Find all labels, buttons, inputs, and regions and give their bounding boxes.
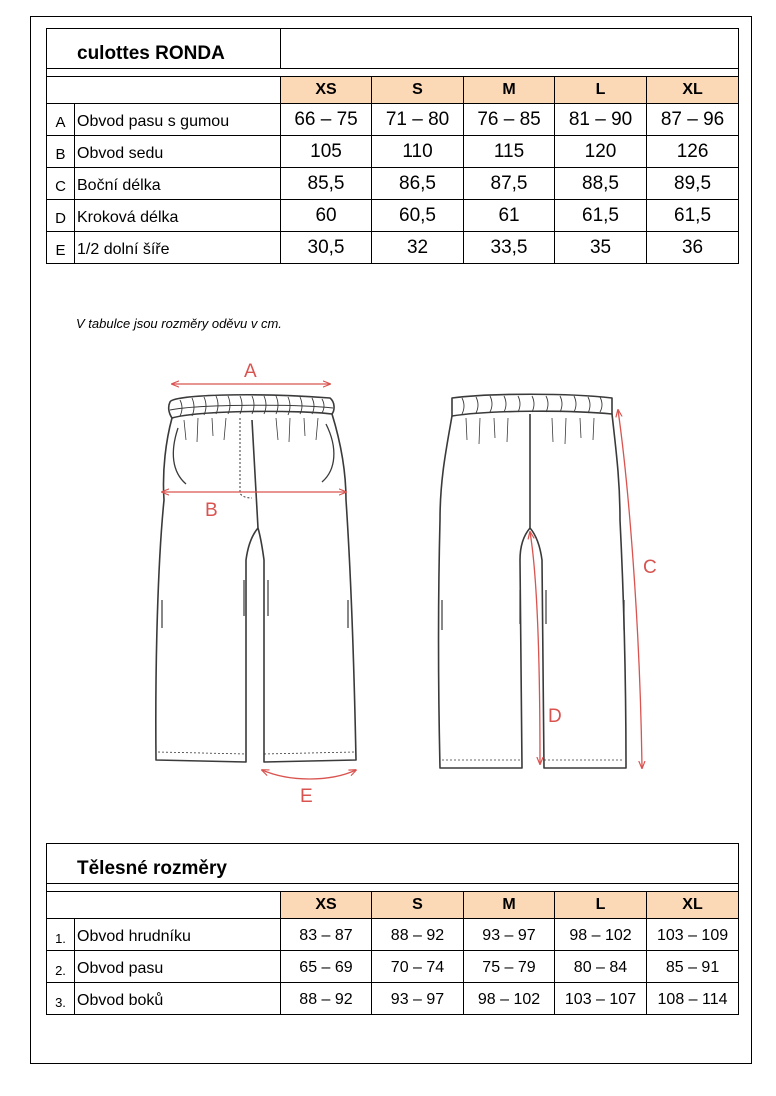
body-size-header-xl: XL (647, 892, 739, 919)
row-value: 103 – 109 (647, 919, 739, 951)
body-size-header-s: S (372, 892, 464, 919)
body-size-header-m: M (464, 892, 555, 919)
row-label: Boční délka (75, 168, 281, 200)
measurement-lines (162, 384, 642, 779)
row-value: 126 (647, 136, 739, 168)
row-value: 60 (281, 200, 372, 232)
size-header-s: S (372, 77, 464, 104)
row-value: 66 – 75 (281, 104, 372, 136)
row-value: 85 – 91 (647, 951, 739, 983)
front-leg-left (156, 418, 258, 762)
row-value: 61,5 (555, 200, 647, 232)
row-value: 105 (281, 136, 372, 168)
row-value: 81 – 90 (555, 104, 647, 136)
row-number: 1. (47, 919, 75, 951)
size-header-xs: XS (281, 77, 372, 104)
back-leg-left (439, 416, 531, 768)
row-value: 60,5 (372, 200, 464, 232)
row-value: 93 – 97 (464, 919, 555, 951)
label-a: A (244, 361, 257, 382)
body-size-header-l: L (555, 892, 647, 919)
row-label: Kroková délka (75, 200, 281, 232)
size-header-xl: XL (647, 77, 739, 104)
row-letter: C (47, 168, 75, 200)
row-value: 35 (555, 232, 647, 264)
row-value: 61 (464, 200, 555, 232)
front-view (156, 395, 356, 762)
row-value: 75 – 79 (464, 951, 555, 983)
row-value: 108 – 114 (647, 983, 739, 1015)
label-b: B (205, 500, 218, 521)
row-value: 88 – 92 (372, 919, 464, 951)
row-value: 110 (372, 136, 464, 168)
row-value: 33,5 (464, 232, 555, 264)
row-value: 93 – 97 (372, 983, 464, 1015)
row-value: 115 (464, 136, 555, 168)
row-letter: A (47, 104, 75, 136)
row-label: Obvod hrudníku (75, 919, 281, 951)
row-value: 65 – 69 (281, 951, 372, 983)
body-size-header-xs: XS (281, 892, 372, 919)
back-leg-right (530, 414, 626, 768)
row-value: 83 – 87 (281, 919, 372, 951)
body-size-table (46, 843, 738, 1015)
measure-line-c (618, 410, 642, 768)
row-value: 88,5 (555, 168, 647, 200)
row-number: 2. (47, 951, 75, 983)
table-row (47, 951, 739, 983)
back-view (439, 394, 627, 768)
row-label: Obvod pasu s gumou (75, 104, 281, 136)
size-header-m: M (464, 77, 555, 104)
measurement-labels (205, 361, 657, 807)
row-label: Obvod sedu (75, 136, 281, 168)
row-letter: B (47, 136, 75, 168)
row-value: 61,5 (647, 200, 739, 232)
row-value: 71 – 80 (372, 104, 464, 136)
body-title: Tělesné rozměry (47, 844, 739, 884)
label-c: C (643, 557, 657, 578)
row-label: Obvod boků (75, 983, 281, 1015)
row-label: Obvod pasu (75, 951, 281, 983)
size-header-l: L (555, 77, 647, 104)
row-value: 98 – 102 (464, 983, 555, 1015)
row-letter: E (47, 232, 75, 264)
row-number: 3. (47, 983, 75, 1015)
measurement-note: V tabulce jsou rozměry oděvu v cm. (76, 316, 282, 331)
row-value: 87 – 96 (647, 104, 739, 136)
row-value: 89,5 (647, 168, 739, 200)
row-value: 103 – 107 (555, 983, 647, 1015)
row-value: 30,5 (281, 232, 372, 264)
table-row (47, 983, 739, 1015)
label-d: D (548, 706, 562, 727)
row-value: 87,5 (464, 168, 555, 200)
table-row (47, 919, 739, 951)
row-label: 1/2 dolní šíře (75, 232, 281, 264)
row-value: 80 – 84 (555, 951, 647, 983)
row-value: 32 (372, 232, 464, 264)
row-value: 36 (647, 232, 739, 264)
measure-line-e (262, 770, 356, 779)
row-value: 98 – 102 (555, 919, 647, 951)
measure-line-d (530, 532, 540, 764)
row-value: 120 (555, 136, 647, 168)
row-value: 70 – 74 (372, 951, 464, 983)
row-value: 88 – 92 (281, 983, 372, 1015)
row-value: 85,5 (281, 168, 372, 200)
row-value: 76 – 85 (464, 104, 555, 136)
row-letter: D (47, 200, 75, 232)
label-e: E (300, 786, 313, 807)
row-value: 86,5 (372, 168, 464, 200)
garment-title: culottes RONDA (47, 29, 281, 69)
